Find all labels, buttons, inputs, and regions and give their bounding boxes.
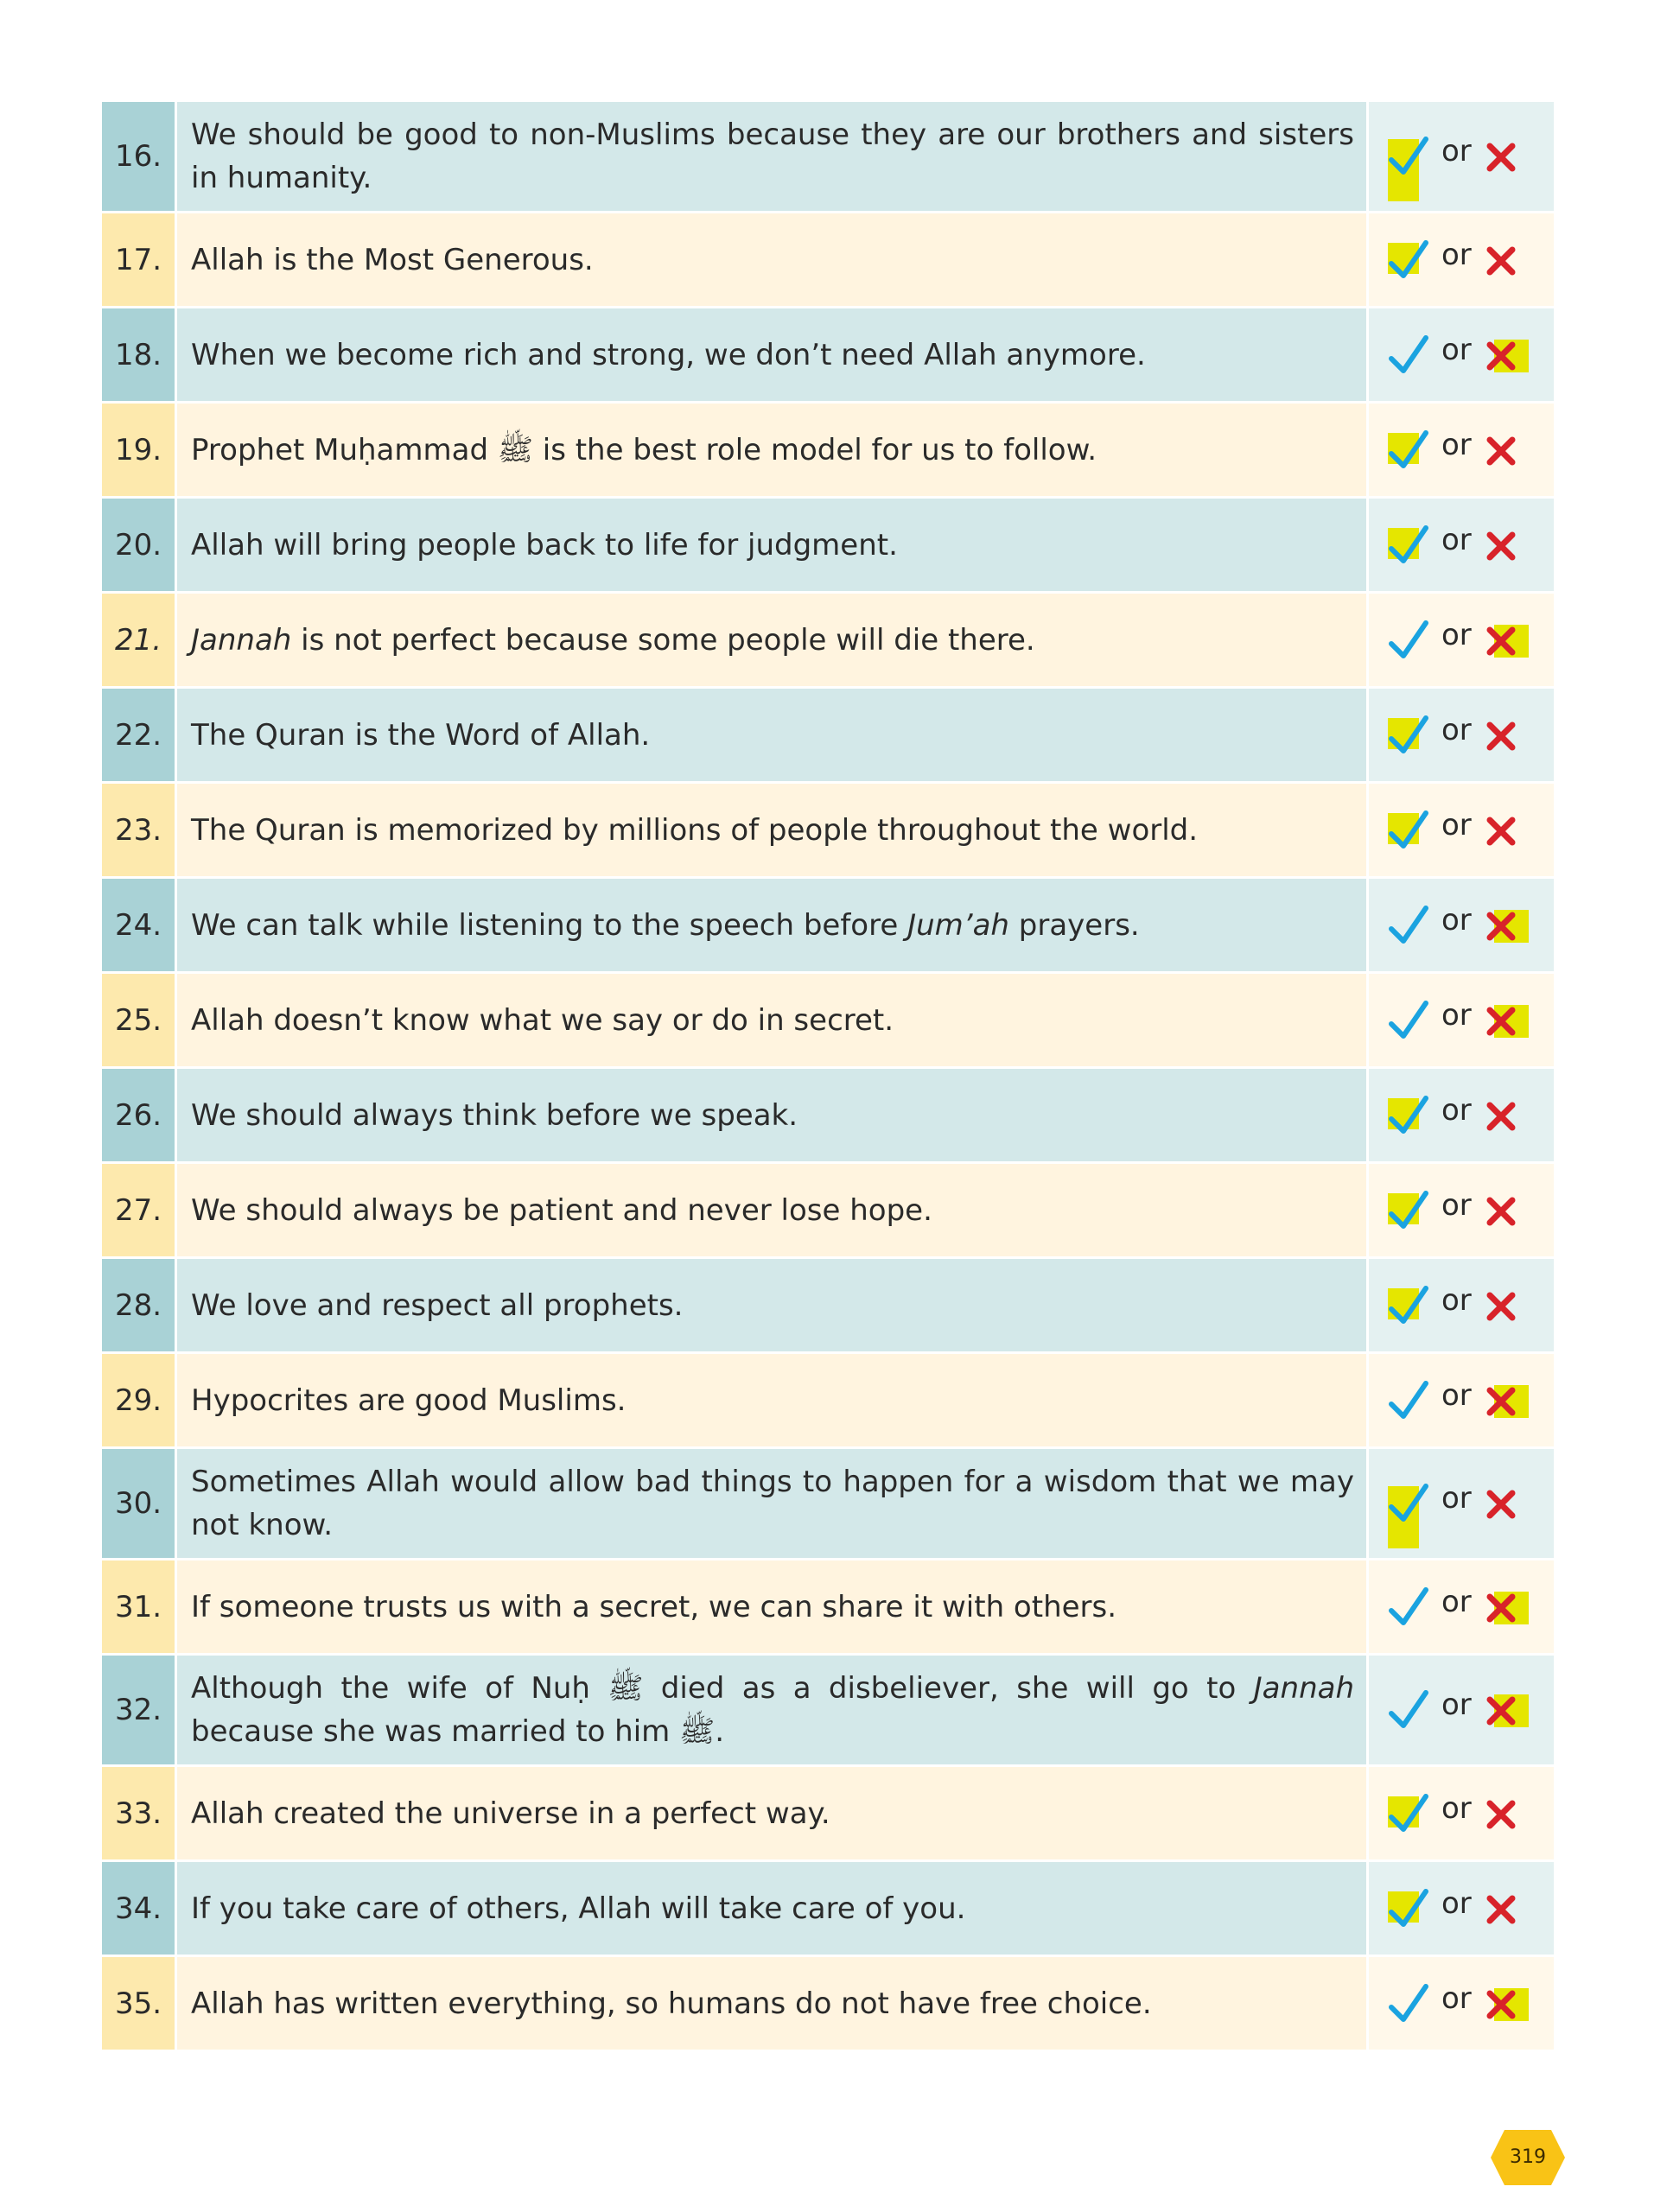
or-label: or (1441, 1282, 1472, 1318)
statement-part: Although the wife of Nuḥ ﷺ died as a disbeliever, she will go to (191, 1671, 1254, 1706)
statement-text: If someone trusts us with a secret, we can share it with others. (176, 1560, 1368, 1655)
cross-icon (1485, 1694, 1517, 1727)
cross-icon (1485, 910, 1517, 943)
answer-cell (1368, 1655, 1555, 1766)
answer-choice (1369, 519, 1554, 571)
cross-icon (1485, 1798, 1517, 1831)
statement-part: is not perfect because some people will die there. (291, 622, 1035, 658)
table-row (102, 213, 1554, 308)
statement-text: Allah is the Most Generous. (176, 213, 1368, 308)
table-row (102, 1258, 1554, 1353)
checkmark-icon (1388, 1481, 1429, 1526)
table-row (102, 1655, 1554, 1766)
answer-choice (1369, 329, 1554, 381)
statement-text: Hypocrites are good Muslims. (176, 1353, 1368, 1448)
statement-text (176, 878, 1368, 973)
answer-cell (1368, 783, 1555, 878)
cross-icon (1485, 1005, 1517, 1038)
answer-cell (1368, 973, 1555, 1068)
answer-cell (1368, 1861, 1555, 1956)
cross-icon (1485, 1100, 1517, 1133)
statement-text: We should always think before we speak. (176, 1068, 1368, 1163)
row-number: 19. (102, 403, 176, 498)
checkmark-icon (1388, 1886, 1429, 1931)
answer-cell (1368, 102, 1555, 213)
checkmark-icon (1388, 1585, 1429, 1630)
row-number: 34. (102, 1861, 176, 1956)
checkmark-icon (1388, 1283, 1429, 1328)
or-label: or (1441, 237, 1472, 272)
or-label: or (1441, 1377, 1472, 1413)
or-label: or (1441, 617, 1472, 652)
cross-icon (1485, 1893, 1517, 1926)
row-number: 20. (102, 498, 176, 593)
answer-choice (1369, 1375, 1554, 1427)
answer-cell (1368, 1766, 1555, 1861)
statement-part: prayers. (1008, 907, 1140, 943)
checkmark-icon (1388, 1791, 1429, 1836)
or-label: or (1441, 807, 1472, 842)
table-row (102, 1956, 1554, 2051)
or-label: or (1441, 427, 1472, 462)
row-number: 32. (102, 1655, 176, 1766)
cross-icon (1485, 1290, 1517, 1323)
cross-icon (1485, 1988, 1517, 2021)
cross-icon (1485, 1592, 1517, 1624)
checkmark-icon (1388, 618, 1429, 663)
checkmark-icon (1388, 428, 1429, 473)
answer-choice (1369, 614, 1554, 666)
statement-text: Allah will bring people back to life for judgment. (176, 498, 1368, 593)
cross-icon (1485, 1195, 1517, 1228)
answer-choice (1369, 424, 1554, 476)
checkmark-icon (1388, 523, 1429, 568)
table-row (102, 1448, 1554, 1560)
or-label: or (1441, 1790, 1472, 1826)
statement-part: Jannah (1253, 1671, 1354, 1706)
answer-choice (1369, 1883, 1554, 1935)
table-row (102, 1861, 1554, 1956)
answer-cell (1368, 498, 1555, 593)
checkmark-icon (1388, 134, 1429, 179)
answer-choice (1369, 1280, 1554, 1332)
statement-text (176, 593, 1368, 688)
table-row (102, 102, 1554, 213)
table-row (102, 1766, 1554, 1861)
statement-text: Prophet Muḥammad ﷺ is the best role model for us to follow. (176, 403, 1368, 498)
answer-choice (1369, 1185, 1554, 1236)
checkmark-icon (1388, 903, 1429, 948)
cross-icon (1485, 720, 1517, 753)
or-label: or (1441, 1584, 1472, 1619)
row-number: 33. (102, 1766, 176, 1861)
row-number: 23. (102, 783, 176, 878)
or-label: or (1441, 1092, 1472, 1128)
answer-choice (1369, 1581, 1554, 1633)
answer-cell (1368, 1068, 1555, 1163)
row-number: 29. (102, 1353, 176, 1448)
cross-icon (1485, 340, 1517, 372)
or-label: or (1441, 1980, 1472, 2016)
table-row (102, 1068, 1554, 1163)
row-number: 22. (102, 688, 176, 783)
answer-cell (1368, 878, 1555, 973)
table-row (102, 1353, 1554, 1448)
answer-cell (1368, 403, 1555, 498)
answer-cell (1368, 1560, 1555, 1655)
or-label: or (1441, 902, 1472, 938)
cross-icon (1485, 245, 1517, 277)
answer-choice (1369, 899, 1554, 951)
or-label: or (1441, 712, 1472, 747)
checkmark-icon (1388, 998, 1429, 1043)
row-number: 31. (102, 1560, 176, 1655)
statement-text: We should always be patient and never lose hope. (176, 1163, 1368, 1258)
answer-cell (1368, 1163, 1555, 1258)
answer-choice (1369, 1478, 1554, 1529)
statement-part: Jum’ah (907, 907, 1009, 943)
statement-text: Allah has written everything, so humans do not have free choice. (176, 1956, 1368, 2051)
table-row (102, 498, 1554, 593)
checkmark-icon (1388, 1688, 1429, 1732)
statement-text: The Quran is the Word of Allah. (176, 688, 1368, 783)
page-number: 319 (1510, 2146, 1546, 2168)
table-row (102, 308, 1554, 403)
answer-choice (1369, 804, 1554, 856)
statement-part: We can talk while listening to the speech before (191, 907, 908, 943)
or-label: or (1441, 1885, 1472, 1921)
checkmark-icon (1388, 1093, 1429, 1138)
table-row (102, 878, 1554, 973)
or-label: or (1441, 997, 1472, 1033)
statement-text: Sometimes Allah would allow bad things to happen for a wisdom that we may not know. (176, 1448, 1368, 1560)
cross-icon (1485, 530, 1517, 563)
or-label: or (1441, 1481, 1472, 1516)
answer-choice (1369, 1684, 1554, 1736)
row-number: 24. (102, 878, 176, 973)
statement-part: because she was married to him ﷺ. (191, 1714, 724, 1749)
statement-text (176, 1655, 1368, 1766)
cross-icon (1485, 1385, 1517, 1418)
row-number: 16. (102, 102, 176, 213)
cross-icon (1485, 625, 1517, 658)
answer-cell (1368, 1353, 1555, 1448)
table-row (102, 593, 1554, 688)
row-number: 35. (102, 1956, 176, 2051)
cross-icon (1485, 141, 1517, 174)
cross-icon (1485, 815, 1517, 848)
statement-text: The Quran is memorized by millions of people throughout the world. (176, 783, 1368, 878)
row-number: 26. (102, 1068, 176, 1163)
checkmark-icon (1388, 713, 1429, 758)
answer-choice (1369, 1090, 1554, 1141)
checkmark-icon (1388, 238, 1429, 283)
row-number: 28. (102, 1258, 176, 1353)
answer-choice (1369, 995, 1554, 1046)
statement-text: We should be good to non-Muslims because they are our brothers and sisters in humanity. (176, 102, 1368, 213)
table-row (102, 1560, 1554, 1655)
answer-cell (1368, 1448, 1555, 1560)
checkmark-icon (1388, 808, 1429, 853)
answer-cell (1368, 213, 1555, 308)
statement-text: Allah created the universe in a perfect way. (176, 1766, 1368, 1861)
table-row (102, 973, 1554, 1068)
answer-choice (1369, 1978, 1554, 2030)
row-number: 27. (102, 1163, 176, 1258)
answer-choice (1369, 709, 1554, 761)
or-label: or (1441, 522, 1472, 557)
or-label: or (1441, 134, 1472, 168)
row-number: 21. (102, 593, 176, 688)
cross-icon (1485, 435, 1517, 467)
checkmark-icon (1388, 333, 1429, 378)
table-row (102, 403, 1554, 498)
statement-part: Jannah (191, 622, 292, 658)
answer-cell (1368, 1258, 1555, 1353)
answer-cell (1368, 308, 1555, 403)
checkmark-icon (1388, 1188, 1429, 1233)
answer-choice (1369, 234, 1554, 286)
statement-text: Allah doesn’t know what we say or do in secret. (176, 973, 1368, 1068)
row-number: 18. (102, 308, 176, 403)
table-row (102, 783, 1554, 878)
row-number: 30. (102, 1448, 176, 1560)
row-number: 17. (102, 213, 176, 308)
or-label: or (1441, 1688, 1472, 1722)
cross-icon (1485, 1488, 1517, 1521)
answer-cell (1368, 1956, 1555, 2051)
table-body (102, 102, 1554, 2051)
true-false-table (102, 102, 1554, 2052)
answer-choice (1369, 1788, 1554, 1840)
table-row (102, 1163, 1554, 1258)
statement-text: If you take care of others, Allah will take care of you. (176, 1861, 1368, 1956)
answer-cell (1368, 593, 1555, 688)
answer-cell (1368, 688, 1555, 783)
or-label: or (1441, 1187, 1472, 1223)
row-number: 25. (102, 973, 176, 1068)
or-label: or (1441, 332, 1472, 367)
table-row (102, 688, 1554, 783)
answer-choice (1369, 130, 1554, 182)
statement-text: When we become rich and strong, we don’t need Allah anymore. (176, 308, 1368, 403)
checkmark-icon (1388, 1981, 1429, 2026)
checkmark-icon (1388, 1378, 1429, 1423)
statement-text: We love and respect all prophets. (176, 1258, 1368, 1353)
